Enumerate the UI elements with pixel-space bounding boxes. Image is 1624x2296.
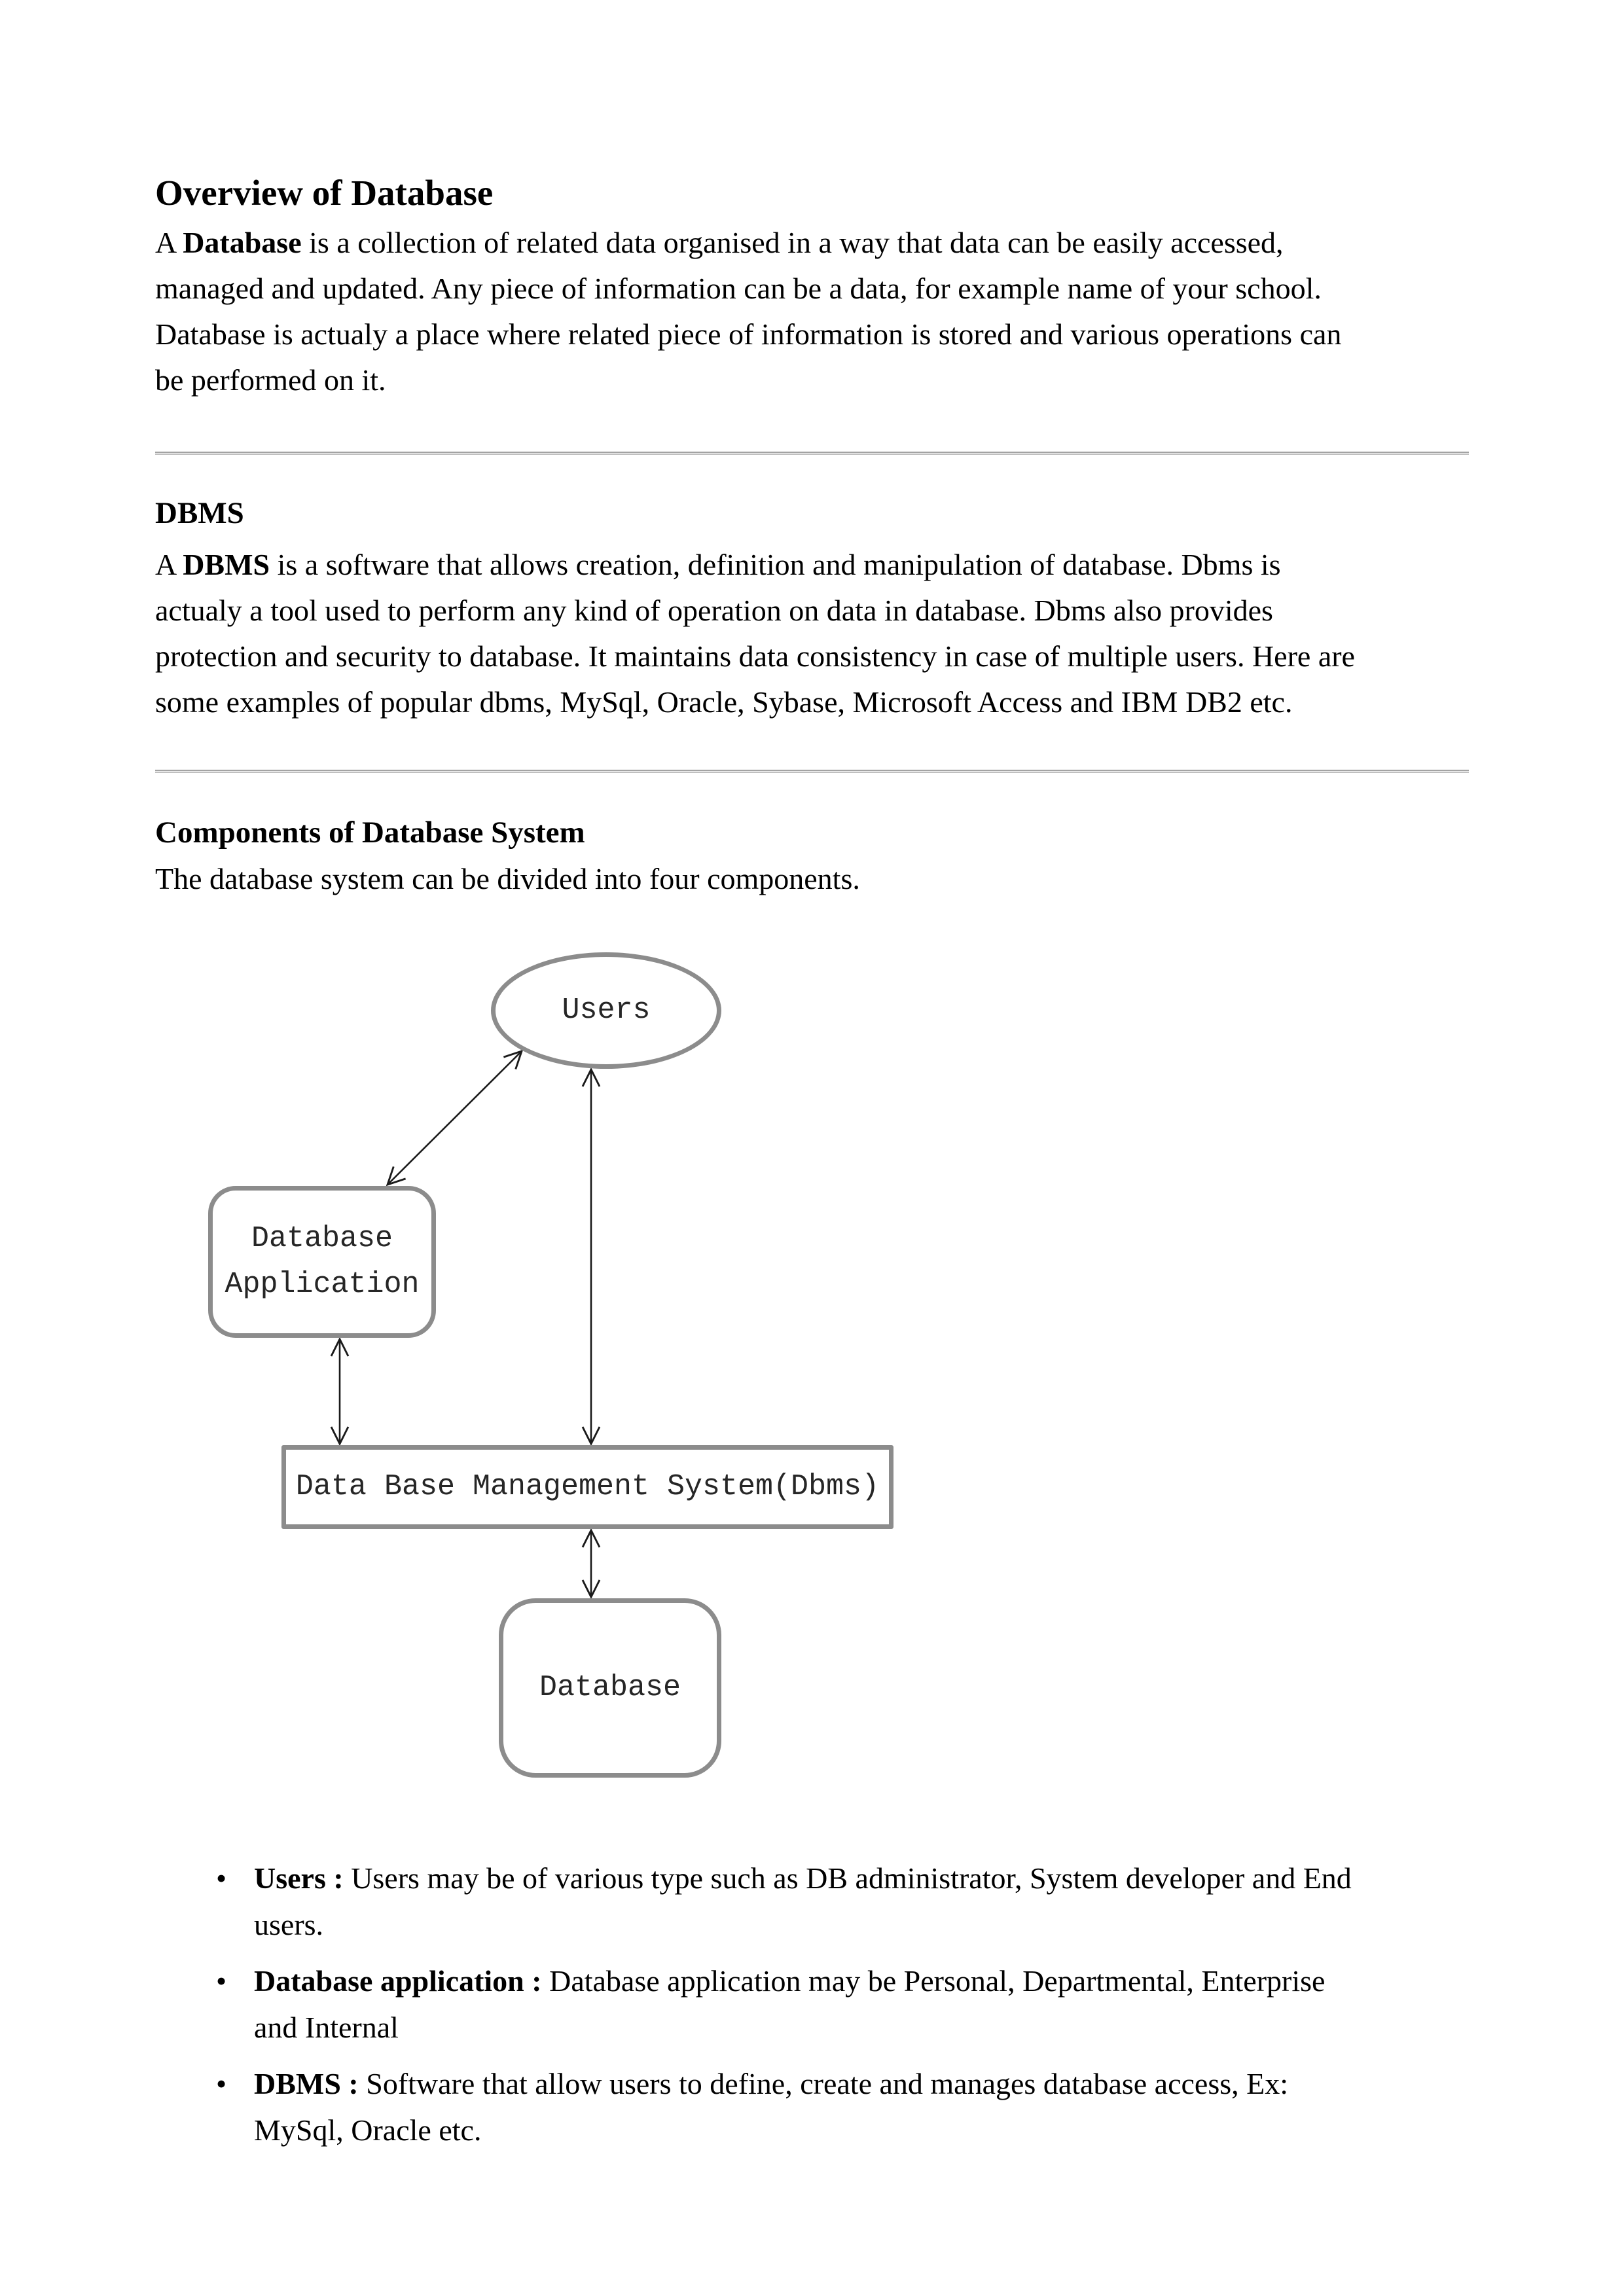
diagram-node-database-application [208,1186,436,1338]
diagram-node-label: Users [562,994,651,1027]
text-run: is a collection of related data organised in a way that data can be easily accessed, [301,226,1284,259]
paragraph-line: protection and security to database. It maintains data consistency in case of multiple users. Here are [155,639,1355,673]
text-run: Database application may be Personal, Departmental, Enterprise [541,1964,1326,1998]
connector-users-dbapp [388,1051,522,1185]
bullet-icon: • [216,1964,227,1998]
text-run: A [155,548,183,581]
components-intro-line: The database system can be divided into four components. [155,862,860,895]
list-item-term: Users : [254,1861,344,1895]
paragraph-line: managed and updated. Any piece of information can be a data, for example name of your school. [155,272,1322,305]
diagram-node-label: Database [539,1671,681,1704]
bullet-icon: • [216,2067,227,2100]
diagram-node-users [491,952,721,1069]
list-item-term: DBMS : [254,2067,359,2100]
list-item-line: MySql, Oracle etc. [254,2113,482,2147]
list-item-line: and Internal [254,2011,399,2044]
diagram-node-database [499,1598,721,1778]
list-item-line: users. [254,1908,324,1941]
paragraph-line: be performed on it. [155,363,386,397]
page-title: Overview of Database [155,173,494,213]
text-run: is a software that allows creation, definition and manipulation of database. Dbms is [270,548,1281,581]
paragraph-line: Database is actualy a place where related piece of information is stored and various operations can [155,317,1342,351]
paragraph-line: some examples of popular dbms, MySql, Oracle, Sybase, Microsoft Access and IBM DB2 etc. [155,685,1293,719]
list-item-term: Database application : [254,1964,542,1998]
diagram-node-label: Database [251,1222,393,1255]
bullet-icon: • [216,1861,227,1895]
bold-term: Database [183,226,302,259]
text-run: Software that allow users to define, create and manages database access, Ex: [358,2067,1289,2100]
dbms-heading: DBMS [155,496,244,530]
components-heading: Components of Database System [155,816,585,850]
diagram-node-label: Application [225,1268,420,1301]
diagram-node-dbms [281,1445,893,1529]
diagram-node-label: Data Base Management System(Dbms) [295,1470,880,1503]
text-run: A [155,226,183,259]
paragraph-line: actualy a tool used to perform any kind of operation on data in database. Dbms also provides [155,594,1273,627]
bold-term: DBMS [183,548,270,581]
text-run: Users may be of various type such as DB administrator, System developer and End [343,1861,1352,1895]
